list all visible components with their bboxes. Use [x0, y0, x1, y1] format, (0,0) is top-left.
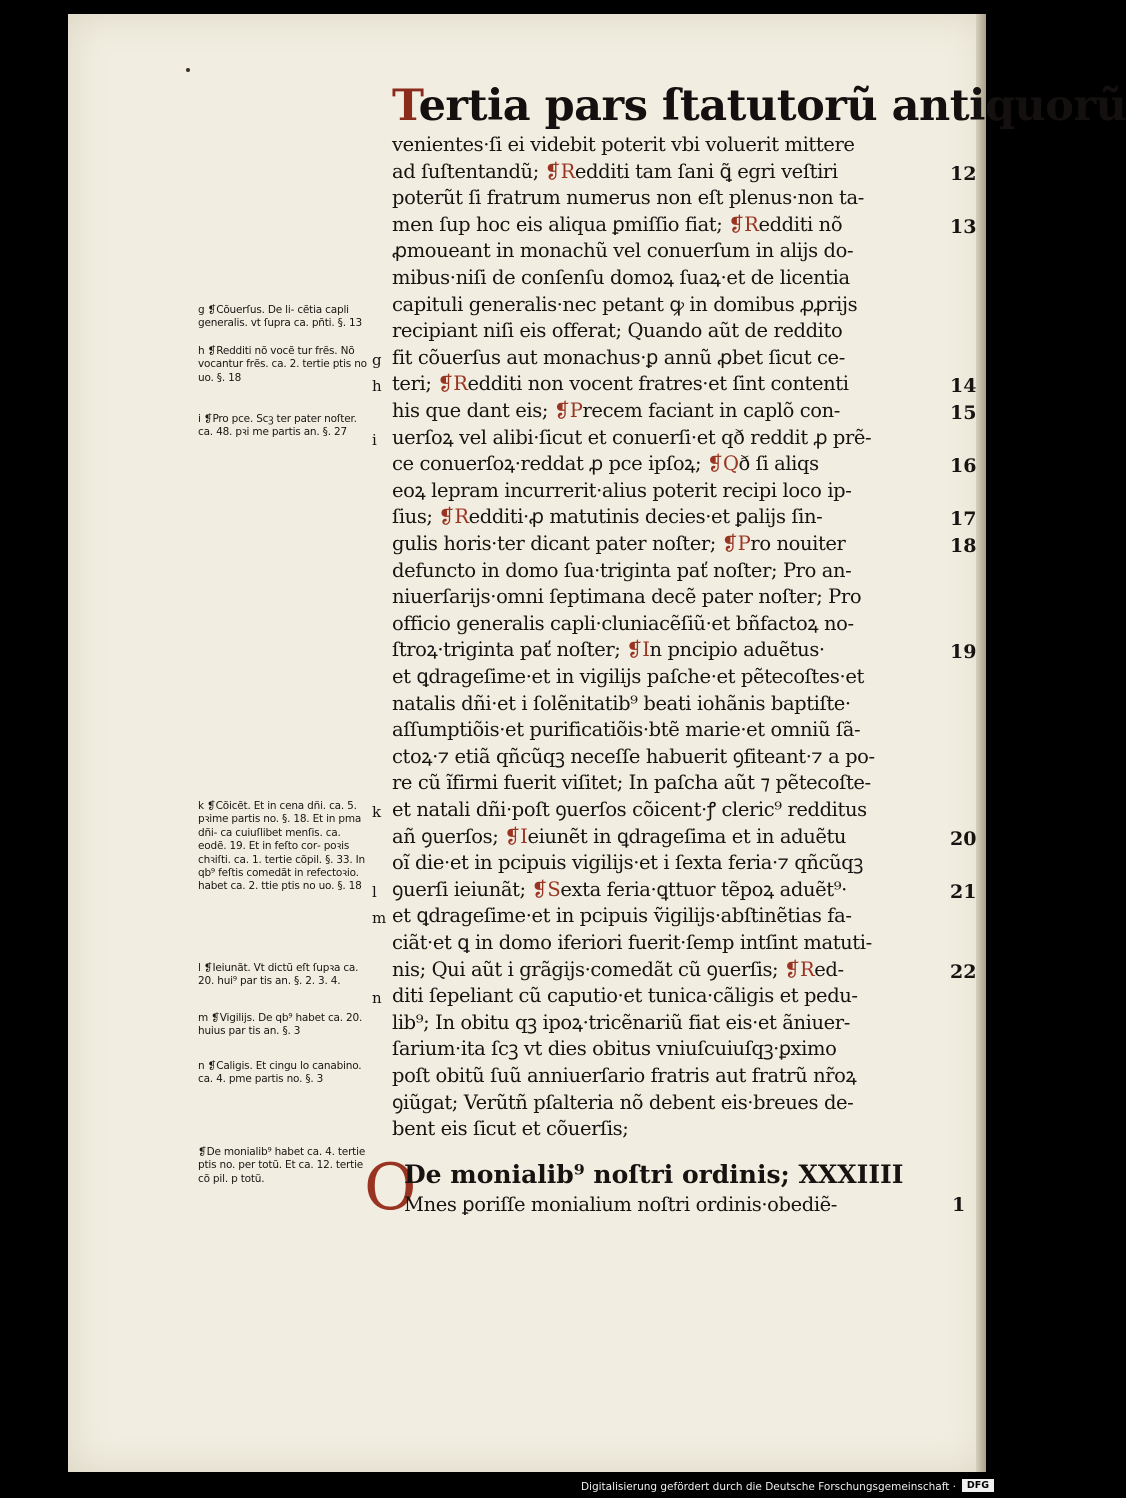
text-line: ꝯuerſi ieiunãt; ❡Sexta feria·ꝗttuor tẽpoꝝ aduẽt⁹·	[392, 877, 847, 901]
text-line: añ ꝯuerſos; ❡Ieiunẽt in ꝗdrageſima et in aduẽtu	[392, 824, 847, 848]
margin-note-h: h ❡Redditi nõ vocẽ tur frẽs. Nõ vocantur frẽs. ca. 2. tertie ptis no uo. §. 18	[198, 345, 367, 384]
paragraph-number: 15	[950, 402, 977, 424]
decorated-initial: O	[364, 1151, 417, 1225]
margin-note-n: n ❡Caligis. Et cingu lo canabino. ca. 4. pme partis no. §. 3	[198, 1060, 362, 1086]
text-line: aſſumptiõis·et purificatiõis·btẽ marie·et omniũ ſã‑	[392, 718, 861, 742]
dfg-logo: DFG	[962, 1479, 994, 1492]
text-line: ſarium·ita ſcꝫ vt dies obitus vniuſcuiuſqꝫ·ꝑximo	[392, 1037, 837, 1061]
text-line: ce conuerſoꝝ·reddat ꝓ pce ipſoꝝ; ❡Qð ſi aliqs	[392, 452, 819, 476]
text-line: nis; Qui aũt i grãgijs·comedãt cũ ꝯuerſis; ❡Red‑	[392, 957, 844, 981]
chapter-first-line: Mnes ꝑoriſſe monialium noſtri ordinis·obediẽ‑	[404, 1193, 837, 1216]
text-line: natalis dñi·et i ſolẽnitatib⁹ beati iohãnis baptiſte·	[392, 691, 851, 715]
footer-credit: Digitalisierung gefördert durch die Deutsche Forschungsgemeinschaft ·	[580, 1481, 956, 1493]
reference-letter: g	[372, 350, 382, 369]
chapter-title: De monialib⁹ noſtri ordinis; XXXIIII	[404, 1160, 904, 1189]
paragraph-number: 17	[950, 508, 977, 531]
text-line: lib⁹; In obitu qꝫ ipoꝝ·tricẽnariũ fiat eis·et ãniuer‑	[392, 1010, 850, 1034]
text-line: poterũt ſi fratrum numerus non eſt plenus·non ta‑	[392, 186, 864, 210]
margin-note-k: k ❡Cõicẽt. Et in cena dñi. ca. 5. pꝛime partis no. §. 18. Et in pma dñi‑ ca cuiuſlibet menſis. ca. eodẽ. 19. Et in feſto cor‑ poꝛis chꝛiſti. ca. 1. tertie cõpil. §. 33. In qb⁹ feſtis comedãt in refectoꝛio. habet ca. 2. ttie ptis no uo. §. 18	[198, 800, 365, 893]
text-line: ꝯiũgat; Verũtñ pſalteria nõ debent eis·breues de‑	[392, 1090, 854, 1114]
paragraph-number: 18	[950, 535, 977, 557]
text-line: ſius; ❡Redditi·ꝓ matutinis decies·et ꝑalijs ſin‑	[392, 505, 823, 529]
paragraph-number: 16	[950, 455, 977, 478]
paragraph-number: 22	[950, 960, 977, 983]
text-line: ctoꝝ·⁊ etiã qñcũqꝫ neceſſe habuerit ꝯfiteant·⁊ a po‑	[392, 744, 875, 768]
text-line: mibus·niſi de conſenſu domoꝝ ſuaꝝ·et de licentia	[392, 266, 850, 289]
paragraph-number: 1	[952, 1194, 966, 1216]
reference-letter: h	[372, 377, 382, 396]
text-line: ſtroꝝ·triginta pať noſter; ❡In pncipio aduẽtus·	[392, 638, 825, 662]
reference-letter: i	[372, 430, 377, 449]
header-text: ertia pars ſtatutorũ antiquorũ	[418, 81, 1126, 131]
margin-note-l: l ❡Ieiunãt. Vt dictũ eſt ſupꝛa ca. 20. hui⁹ par tis an. §. 2. 3. 4.	[198, 962, 359, 988]
text-line: recipiant niſi eis offerat; Quando aũt de reddito	[392, 319, 843, 343]
text-line: defuncto in domo ſua·triginta pať noſter; Pro an‑	[392, 558, 852, 582]
paragraph-number: 14	[950, 375, 977, 398]
margin-note-de-monialibus: ❡De monialib⁹ habet ca. 4. tertie ptis no. per totũ. Et ca. 12. tertie cõ pil. p totũ.	[198, 1146, 366, 1185]
text-line: capituli generalis·nec petant ꝙ in domibus ꝓꝓrijs	[392, 292, 858, 316]
text-line: et natali dñi·poſt ꝯuerſos cõicent·ꝭ cleric⁹ redditus	[392, 798, 867, 821]
paragraph-number: 19	[950, 641, 977, 664]
reference-letter: k	[372, 803, 382, 821]
text-line: men ſup hoc eis aliqua ꝑmiſſio fiat; ❡Redditi nõ	[392, 212, 843, 236]
text-line: et ꝗdrageſime·et in vigilijs paſche·et pẽtecoſtes·et	[392, 665, 864, 688]
text-line: venientes·ſi ei videbit poterit vbi voluerit mittere	[392, 133, 855, 156]
text-line: bent eis ſicut et cõuerſis;	[392, 1117, 629, 1141]
text-line: re cũ ĩfirmi fuerit viſitet; In paſcha aũt ⁊ pẽtecoſte‑	[392, 771, 871, 795]
text-line: gulis horis·ter dicant pater noſter; ❡Pro nouiter	[392, 532, 846, 555]
reference-letter: n	[372, 989, 382, 1008]
margin-note-g: g ❡Cõuerſus. De li‑ cẽtia capli generalis. vt ſupra ca. pñti. §. 13	[198, 304, 362, 330]
header-initial: T	[392, 81, 419, 131]
text-line: diti ſepeliant cũ caputio·et tunica·cãligis et pedu‑	[392, 984, 858, 1008]
text-line: teri; ❡Redditi non vocent fratres·et ſint contenti	[392, 372, 849, 396]
paragraph-number: 20	[950, 827, 977, 850]
text-line: ꝓmoueant in monachũ vel conuerſum in alijs do‑	[392, 239, 854, 263]
text-line: uerſoꝝ vel alibi·ſicut et conuerſi·et qð reddit ꝓ prẽ‑	[392, 425, 872, 449]
text-line: ad ſuſtentandũ; ❡Redditi tam ſani ꝗ̃ egri veſtiri	[392, 159, 838, 183]
ink-speck	[186, 68, 190, 72]
text-line: poſt obitũ ſuũ anniuerſario fratris aut fratrũ nr̃oꝝ	[392, 1064, 857, 1087]
text-line: oĩ die·et in pcipuis vigilijs·et i ſexta feria·⁊ qñcũqꝫ	[392, 851, 863, 875]
text-line: officio generalis capli·cluniacẽſiũ·et bñfactoꝝ no‑	[392, 611, 854, 635]
text-line: niuerſarijs·omni ſeptimana decẽ pater noſter; Pro	[392, 585, 862, 609]
paragraph-number: 12	[950, 162, 977, 185]
text-line: ciãt·et ꝗ in domo iferiori fuerit·ſemp intſint matuti‑	[392, 931, 872, 954]
reference-letter: m	[372, 909, 387, 928]
running-header	[392, 78, 1126, 134]
text-line: his que dant eis; ❡Precem faciant in caplõ con‑	[392, 399, 840, 422]
margin-note-i: i ❡Pro pce. Scꝫ ter pater noſter. ca. 48. pꝛi me partis an. §. 27	[198, 413, 357, 439]
paragraph-number: 21	[950, 880, 977, 903]
chapter-heading-block	[364, 1151, 934, 1225]
reference-letter: l	[372, 882, 377, 901]
text-line: et ꝗdrageſime·et in pcipuis ṽigilijs·abſtinẽtias fa‑	[392, 904, 852, 928]
text-line: eoꝝ lepram incurrerit·alius poterit recipi loco ip‑	[392, 478, 852, 502]
text-line: fit cõuerſus aut monachus·ꝑ annũ ꝓbet ſicut ce‑	[392, 345, 845, 369]
paragraph-number: 13	[950, 215, 977, 238]
margin-note-m: m ❡Vigilijs. De qb⁹ habet ca. 20. huius par tis an. §. 3	[198, 1012, 363, 1038]
